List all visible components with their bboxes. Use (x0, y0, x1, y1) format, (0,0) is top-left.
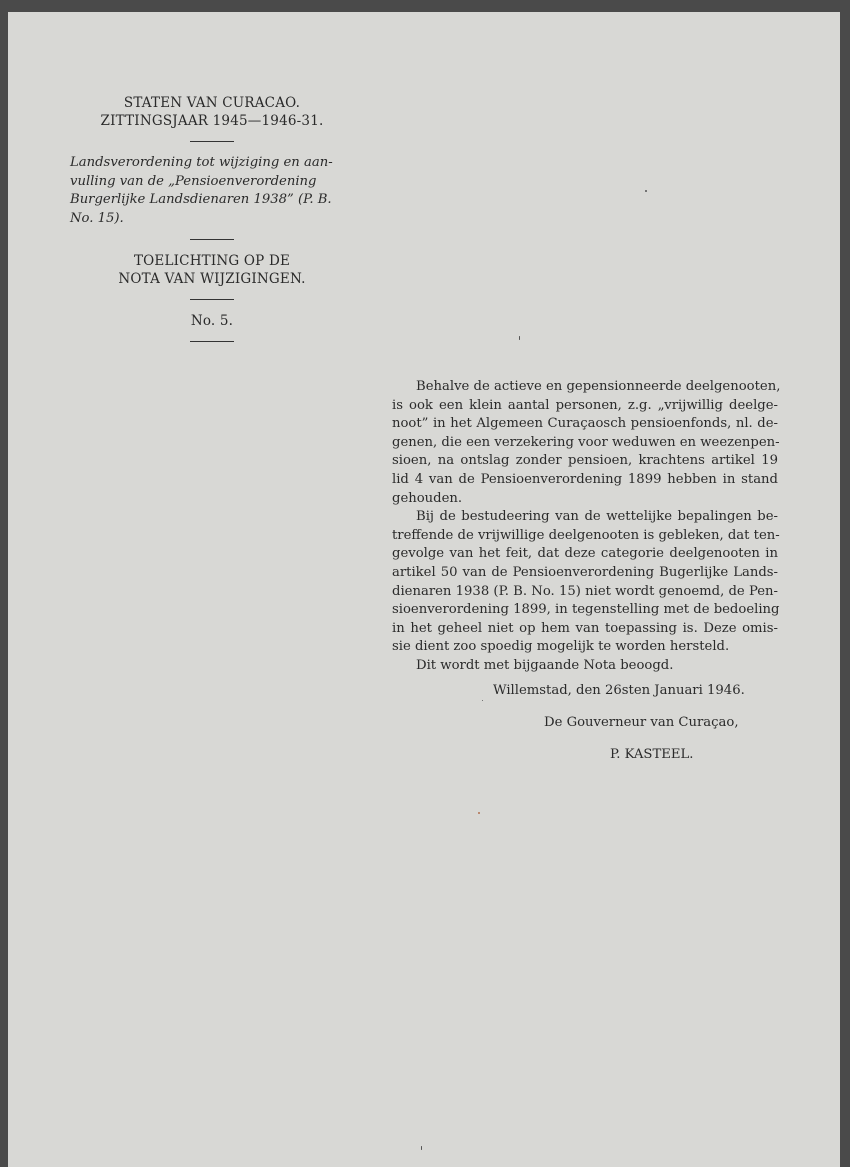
session-year: ZITTINGSJAAR 1945—1946-31. (100, 113, 324, 129)
divider (190, 141, 234, 142)
text-line: noot” in het Algemeen Curaçaosch pensioenfonds, nl. de- (392, 416, 778, 432)
text-line: Dit wordt met bijgaande Nota beoogd. (416, 657, 674, 673)
subject-line: No. 15). (70, 210, 124, 226)
assembly-name: STATEN VAN CURACAO. (123, 95, 301, 111)
text-line: dienaren 1938 (P. B. No. 15) niet wordt genoemd, de Pen- (392, 583, 778, 599)
section-title-line: TOELICHTING OP DE (133, 253, 291, 269)
text-line: gevolge van het feit, dat deze categorie deelgenooten in (392, 546, 778, 562)
text-line: gehouden. (392, 490, 463, 506)
explanation-body (392, 378, 781, 676)
document-page (8, 12, 840, 1167)
text-line: sie dient zoo spoedig mogelijk te worden hersteld. (392, 639, 730, 655)
paper-speck (478, 812, 480, 814)
assembly-title (66, 94, 358, 130)
subject-line: Landsverordening tot wijziging en aan- (70, 155, 333, 170)
text-line: genen, die een verzekering voor weduwen en weezenpen- (392, 434, 780, 450)
text-line: treffende de vrijwillige deelgenooten is gebleken, dat ten- (392, 527, 780, 543)
paper-speck (421, 1146, 422, 1150)
divider (190, 299, 234, 300)
text-line: Bij de bestudeering van de wettelijke bepalingen be- (416, 509, 778, 525)
section-title (66, 252, 358, 288)
document-header-block (66, 94, 358, 354)
document-number: No. 5. (190, 313, 234, 329)
text-line: in het geheel niet op hem van toepassing is. Deze omis- (392, 620, 778, 636)
subject-line: vulling van de „Pensioenverordening (70, 173, 317, 189)
paper-speck (482, 700, 483, 701)
place-date: Willemstad, den 26sten Januari 1946. (493, 683, 745, 698)
text-line: sioen, na ontslag zonder pensioen, krachtens artikel 19 (392, 453, 778, 469)
section-title-line: NOTA VAN WIJZIGINGEN. (118, 271, 306, 287)
paper-speck (519, 336, 520, 340)
text-line: artikel 50 van de Pensioenverordening Bugerlijke Lands- (392, 564, 778, 580)
text-line: is ook een klein aantal personen, z.g. „vrijwillig deelge- (392, 397, 778, 413)
signatory-name: P. KASTEEL. (610, 747, 694, 762)
paper-speck (645, 190, 647, 192)
divider (190, 239, 234, 240)
paragraph (392, 657, 778, 676)
paragraph (392, 378, 781, 508)
signatory-role: De Gouverneur van Curaçao, (544, 715, 739, 730)
text-line: lid 4 van de Pensioenverordening 1899 hebben in stand (392, 471, 778, 487)
text-line: sioenverordening 1899, in tegenstelling met de bedoeling (392, 602, 780, 618)
subject-line: Burgerlijke Landsdienaren 1938” (P. B. (70, 192, 332, 207)
divider (190, 341, 234, 342)
text-line: Behalve de actieve en gepensionneerde deelgenooten, (416, 379, 781, 394)
ordinance-subject (66, 154, 358, 228)
paragraph (392, 508, 778, 657)
